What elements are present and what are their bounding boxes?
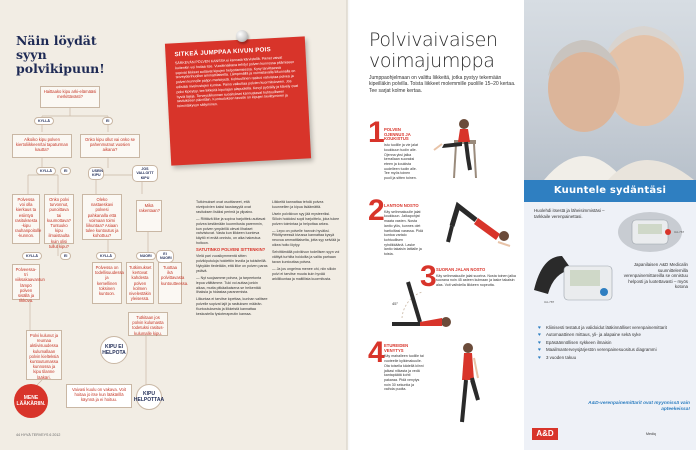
distributor-logo: Mediq [646, 432, 656, 436]
red-note [165, 36, 311, 165]
page-footer: 44 HYVÄ TERVEYS 6 2012 [16, 433, 61, 437]
article-column-1 [196, 200, 268, 319]
flowchart-circle-doctor: MENE LÄÄKÄRIIN. [14, 384, 48, 418]
page-gutter [346, 0, 350, 450]
ad-bullet: ♥ Automaattinen mittaus, yli- ja alapaine sekä syke [538, 332, 688, 338]
col1-p3: Vielä pari vuosikymmentä sitten polvikiputuloja hoidettiin levolla ja tukisiteillä. Nykyään tiedetään, että liike on polven paras ystävä. [196, 254, 268, 273]
flowchart-no-1: EI [102, 117, 113, 125]
flowchart-no-3: EI [60, 252, 71, 260]
brand-logo: A&D [532, 428, 558, 440]
flowchart-yes-2: KYLLÄ [36, 167, 56, 175]
flowchart-usein: USEIN KIPU [88, 167, 104, 180]
flowchart-bottom-left: Polvi kulunut ja reumaa aktiivisuudessa kulumallaan polvin kielteksiä kuntoutumassa kunnossa ja kipu tilanne lääkäri. [26, 330, 62, 380]
ua-label-2: UA-787 [544, 300, 555, 304]
exercise-1-number: 1 [368, 116, 385, 149]
flowchart-question-right: Onko kipu ollut vai onko se pahenmutnut vuosien aikana? [80, 134, 140, 158]
ad-bullet-list [538, 325, 688, 362]
ad-text-2: Japanilaisen A&D Medicalin suunnittelemilla verenpainemittareilla se onnistuu helposti ja luotettavasti – myös kotona [623, 262, 688, 290]
exercise-4-heading: ETUREIDEN VENYTYS [384, 343, 409, 353]
exercise-2-figure [428, 196, 518, 254]
col2-p2: Usein polvikivun syy jää mysteeriksi. Silloin hoidoksi sopii harjoittelu, joka tukee polven toimintaa ja helpottaa arkea. [272, 211, 340, 226]
flowchart-sub-2: Polvessa on todellisuudessa ja kemellinen toksinen kuntoon. [92, 262, 122, 304]
col2-p5: — Ja jos ongelma menee ohi, niin silloin polvi ei tarvitse muuta kuin hyvää arkiliikuntaa ja maltillista kuormitusta. [272, 266, 337, 281]
exercise-2-number: 2 [368, 194, 385, 227]
col2-p1: Liikkeitä kannattaa tehdä polvea kuunnellen ja kipua lisäämättä. [272, 200, 324, 209]
exercise-2-body: Käy selinmakuulle jalat koukkuun. Jalkapohjat maata vasten. Nosta lantio ylös, kunnes olet hartioiltasi varassa. Pidä kuntoa vartalo kohtuullisen ryhdikkäänä. Laske lantio takaisin lattialle ja toista. [384, 209, 423, 257]
flowchart-answer-left-1: Polvessa voi olla kierkaus ta esiintyä rasituksesta -kipu rauhanpoitolle -kunnon. [12, 194, 40, 244]
flowchart-yes-3: KYLLÄ [22, 252, 42, 260]
flowchart-sub-3: Tutkimukset kertovat kahdesta polven kolmen nivelestäkin yleisessä. [126, 262, 154, 304]
ua-label-1: UA-767 [674, 230, 685, 234]
exercise-2-text [384, 204, 424, 257]
advertisement [524, 0, 696, 450]
flowchart-answer-mid: Oleko nastaeskavi polvesi pahkanalla että voimaan toimi liikuntaa? Asiaan tulee kuntoutus ja kohottuu? [82, 194, 122, 240]
bp-monitor-arm [532, 250, 618, 306]
flowchart-sub-4: Tuottaa ikä polvittavasta kuntoutteessa. [158, 262, 182, 304]
exercise-3-body: Käy selinmakuulle jalat suorina. Nosta toinen jalka suorana noin 45 asteen kulmaan ja laske takaisin alas. Voit vaihdella liikkeen nopeutta. [436, 273, 516, 288]
exercise-1-body: Istu tuolille ja vie jalat koukkuun tuolin alle. Ojenna yksi jalka kerrallaan suoraksi eteen ja koukista uudelleen tuolin alle. Tee myös toinen puoli ja sitten toinen. [384, 143, 418, 181]
exercise-1-heading: POLVEN OJENNUS JA KOUKISTUS [384, 127, 411, 142]
flowchart-title: Näin löydät syyn polvikipuun! [16, 33, 105, 76]
exercise-3-number: 3 [420, 260, 437, 293]
exercise-4-figure [428, 338, 518, 428]
pin-icon [236, 30, 248, 42]
ad-bullet: ♥ Kliinisesti testatut ja validoidut lääkinnälliset verenpainemittarit [538, 325, 688, 331]
col2-p3: — Lepo on polvelle harvoin hyväksi. Pitkittyneessä kivussa kannattaa kysyä neuvoa ammattilaiselta, jotta syy selviää ja oikea hoito löytyy. [272, 228, 340, 248]
right-page-title [369, 30, 498, 72]
title-line-2: voimajumppa [369, 50, 495, 72]
flowchart-ei-nuori: EI NUORI [156, 250, 174, 263]
exercise-1-text [384, 128, 418, 181]
flowchart-circle-kipu: KIPU EI HELPOTA [100, 336, 128, 364]
ad-bullet: ♥ 3 vuoden takuu [538, 355, 688, 361]
col1-p2: — Riittävä liike ja sopiva harjoittelu auttavat polvea kestämään kuormitusta paremmin, kun polven ympärillä olevat lihakset vahvistuvat. Vasta kun liikkeen luonteva käyttö ei enää onnistu, on aika hakeutua hoitoon. [196, 216, 266, 246]
exercise-3-figure [382, 262, 456, 332]
right-page-lead: Jumppaohjelmaan on valittu liikkeitä, jotka pystyy tekemään kipeilläkin polvilla. Toista liikkeet molemmille puolille 15–20 kertaa. Tee sarjat kolme kertaa. [369, 75, 516, 94]
note-title: SITKEÄ JUMPPAA KIVUN POIS [174, 46, 271, 59]
flowchart-nuori: NUORI [136, 252, 156, 260]
ad-text-1: Huolehdi itsestä ja läheisimmistäsi – tarkkaile verenpainettasi. [534, 208, 605, 219]
flowchart-circle-kipu2: KIPU HELPOTTAA [136, 384, 162, 410]
flowchart-question-left: Alkoiko kipu polven kiertoliikkeen/tai tapaturman kautta? [12, 134, 72, 158]
flowchart-answer-right-q: Mikä rakentaan? [136, 200, 162, 232]
exercise-3-angle: 45° [392, 301, 399, 306]
col1-p4: — Nyt suojaamme polvea, ja tarpeetonta lepoa välttämme. Tuki voi auttaa jonkin aikaa, mutta pitkäaikaisena se heikentää lihaksia ja hidastaa paranemista. [196, 275, 262, 295]
ad-bullet: ♥ Epäsäännöllisen sykkeen ilmaisin [538, 340, 688, 346]
flowchart-question-1: Haittaako kipu arki-elämääsi merkittävästi? [40, 86, 100, 108]
title-line-1: Polvivaivaisen [369, 29, 498, 51]
note-body: SÄRKEVÄN POLVEN KANSSA ei kannata kärvistellä. Pienet vaivat kuitenkin voi hoitaa itse. Vuodenaikana tehdyt polven kunnossa pitämiseen sopivat liikkeet auttavat kipujen helpottamisessa. Kysy tarvittaessa terveydenhuollon ammattilaiselta. Lämpimällä ja voimistavalla liikunnalla on polven kunnolle paljon merkitystä. Kohtuullinen rasitus vahvistaa polvea ja edistää nivelrustojen kuntoa. Paino vaikuttaa polvien kuormitukseen. Jos polvi kipeytyy, tee liikkeitä kipurajan alapuolella. Kevyt pyöräily ja kävely ovat hyviä lajeja. Terveysliikunnan suositukset kannustavat kohtuulliseen rasitukseen päivittäin. Kuntoutuksen tavoite on kipujen lievittyminen ja toimintakyvyn säilyminen. [174, 55, 299, 109]
exercise-2-heading: LANTION NOSTO [384, 203, 419, 208]
ad-banner: Kuuntele sydäntäsi [524, 180, 696, 202]
flowchart-yes-4: KYLLÄ [96, 252, 116, 260]
article-column-2 [272, 200, 340, 284]
col2-p4: Selvittämällä polvikivun todellisen syyn voi välttyä turhilta hoidoilta ja valita parhaan tavan kuntouttaa polvea. [272, 250, 340, 264]
col1-p1: Tutkimukset ovat osoittaneet, että nivelpolvien kaksi taustasyytä ovat rasituksen lisäksi perimä ja ylipaino. [196, 200, 254, 214]
ad-bullet: ♥ Maailmanterveysjärjestön verenpainesuositus diagrammi [538, 347, 688, 353]
col1-p5: Liikuntaa ei tarvitse lopettaa, kunhan valitsee polvelle sopivat lajit ja rasituksen määrän. Kuntoutuksesta ja liikkeistä kannattaa keskustella fysioterapeutin kanssa. [196, 297, 268, 317]
couple-photo [524, 0, 696, 180]
flowchart-no-2: EI [60, 167, 71, 175]
flowchart-yes-1: KYLLÄ [34, 117, 54, 125]
flowchart-bottom-mid: Vaivasi kuulu on vakava. Voit hoitaa jo itse kun lääkärillä käynnä ja ei hoituu. [66, 384, 132, 408]
flowchart-sub-1: Polveessa-tri viiksakaavantun lämpö polven sisällä ja rikkova. [12, 264, 40, 300]
flowchart-jos: JOS VALLOITT KIPU [132, 165, 158, 182]
exercise-3-heading: SUORAN JALAN NOSTO [436, 267, 486, 272]
col1-subheading: SATUTINKO POLVENI SITTENKIN? [196, 247, 266, 253]
exercise-1-figure [424, 118, 496, 188]
exercise-4-number: 4 [368, 336, 385, 369]
exercise-4-body: Käy mahalleen tuolille tai vuoteelle kylkimakuulle. Ota toisella kädellä kiinni jalkasi nilkasta ja vedä kantapäätä kohti pakaraa. Pidä venytys noin 30 sekuntia ja vaihda puolta. [384, 354, 424, 392]
flowchart-answer-left-2: Onko polvi turvonnut, punoittava tai kuumottava? Tuntuuko kipu ilmaistaulta kuin olisi tullut kipu? [44, 194, 74, 244]
ad-call-to-action: A&D-verenpainemittarit ovat myynnissä vain apteekeissa! [588, 401, 690, 412]
exercise-4-text [384, 344, 424, 392]
flowchart-sub-5: Tutkitaan jos polvin kulumasta todetuksi rasitus-kulumalle kipu. [128, 312, 168, 336]
